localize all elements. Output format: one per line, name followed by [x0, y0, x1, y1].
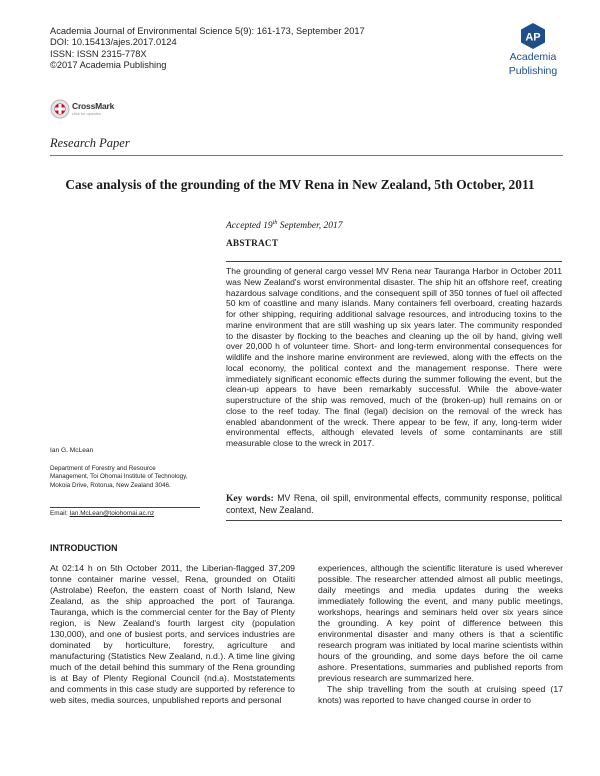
author-affiliation: Department of Forestry and Resource Management, Toi Ohomai Institute of Technology, Mokoia Drive, Rotorua, New Zealand 3046. — [50, 465, 188, 489]
header-divider — [50, 155, 563, 156]
logo-line2: Publishing — [508, 64, 558, 77]
email-divider — [50, 507, 200, 508]
logo-line1: Academia — [509, 51, 557, 63]
body-column-right — [318, 563, 563, 706]
email-link[interactable]: Ian.McLean@toiohomai.ac.nz — [69, 510, 155, 517]
logo-mark-text: AP — [525, 31, 541, 44]
article-type: Research Paper — [50, 136, 130, 150]
journal-issn: ISSN: ISSN 2315-778X — [50, 48, 147, 59]
accepted-sup: th — [272, 220, 278, 226]
journal-copyright: ©2017 Academia Publishing — [50, 59, 167, 70]
abstract-heading: ABSTRACT — [226, 239, 279, 249]
journal-header — [50, 26, 365, 71]
accepted-prefix: Accepted 19 — [226, 221, 273, 232]
body-column-left — [50, 563, 295, 706]
crossmark-icon — [50, 99, 70, 119]
keywords — [226, 493, 562, 516]
crossmark-badge[interactable] — [50, 98, 120, 122]
journal-citation: Academia Journal of Environmental Science 5(9): 161-173, September 2017 — [50, 26, 365, 36]
abstract-text: The grounding of general cargo vessel MV Rena near Tauranga Harbor in October 2011 was New Zealand's worst environmental disaster. The ship hit an offshore reef, creating hazardous salvage conditions, and the consequent spill of 350 tonnes of fuel oil affected 50 km of coastline and many islands. Many containers fell overboard, creating hazards for other shipping, requiring additional salvage resources, and introducing toxins to the marine environment that are still washing up six years later. The community responded to the disaster by flocking to the beaches and cleaning up the oil by hand, giving well over 20,000 h of volunteer time. Short- and long-term environmental consequences for wildlife and the inshore marine environment are reviewed, along with the effects on the local economy, the political context and the management response. There were immediately significant economic effects during the summer following the event, but the clean-up appears to have been remarkably successful. While the above-water superstructure of the ship was removed, much of the (broken-up) hull remains on or close to the reef today. The final (legal) decision on the removal of the wreck has enabled abandonment of the wreck. There appear to be few, if any, long-term wider environmental effects, although elevated levels of some contaminants are still measurable close to the wreck in 2017. — [226, 266, 562, 448]
accepted-date — [226, 220, 343, 231]
intro-paragraph-1: At 02:14 h on 5th October 2011, the Liberian-flagged 37,209 tonne container marine vessel, Rena, grounded on Otaiiti (Astrolabe) Reefon, the eastern coast of North Island, New Zealand, as the ship approached the port of Tauranga. Tauranga, which is the commercial center for the Bay of Plenty region, is New Zealand's fourth largest city (population 130,000), and one of busiest ports, and services industries are dominated by horticulture, forestry, agriculture and manufacturing (Statistics New Zealand, n.d.). A time line giving much of the detail behind this summary of the Rena grounding is at Bay of Plenty Regional Council (nd.a). Moststatements and comments in this case study are supported by reference to web sites, media sources, unpublished reports and personal — [50, 563, 295, 705]
publisher-logo[interactable] — [503, 22, 563, 77]
keywords-text: MV Rena, oil spill, environmental effects, community response, political context, New Zealand. — [226, 493, 562, 515]
intro-paragraph-2: The ship travelling from the south at cruising speed (17 knots) was reported to have changed course in order to — [318, 684, 563, 705]
introduction-heading: INTRODUCTION — [50, 543, 118, 553]
abstract-rule-top — [226, 261, 562, 262]
article-title: Case analysis of the grounding of the MV Rena in New Zealand, 5th October, 2011 — [65, 177, 535, 192]
abstract-rule-bottom — [226, 520, 562, 521]
accepted-suffix: September, 2017 — [277, 221, 343, 232]
journal-doi: DOI: 10.15413/ajes.2017.0124 — [50, 37, 177, 48]
email-label: Email: — [50, 510, 70, 517]
author-name: Ian G. McLean — [50, 447, 94, 454]
author-email[interactable] — [50, 510, 154, 517]
intro-paragraph-1-cont: experiences, although the scientific literature is used wherever possible. The researcher attended almost all public meetings, daily meetings and media updates during the weeks immediately following the event, and many public meetings, workshops, hearings and seminars held over six years since the grounding. A key point of difference between this environmental disaster and many others is that a scientific research program was initiated by local marine scientists within hours of the grounding, and some days before the oil came ashore. Presentations, summaries and published reports from previous research are summarized here. — [318, 563, 563, 683]
publisher-logo-icon — [520, 22, 546, 50]
crossmark-sub: click for updates — [72, 111, 101, 116]
crossmark-label: CrossMark — [72, 101, 115, 111]
keywords-label: Key words: — [226, 494, 274, 504]
